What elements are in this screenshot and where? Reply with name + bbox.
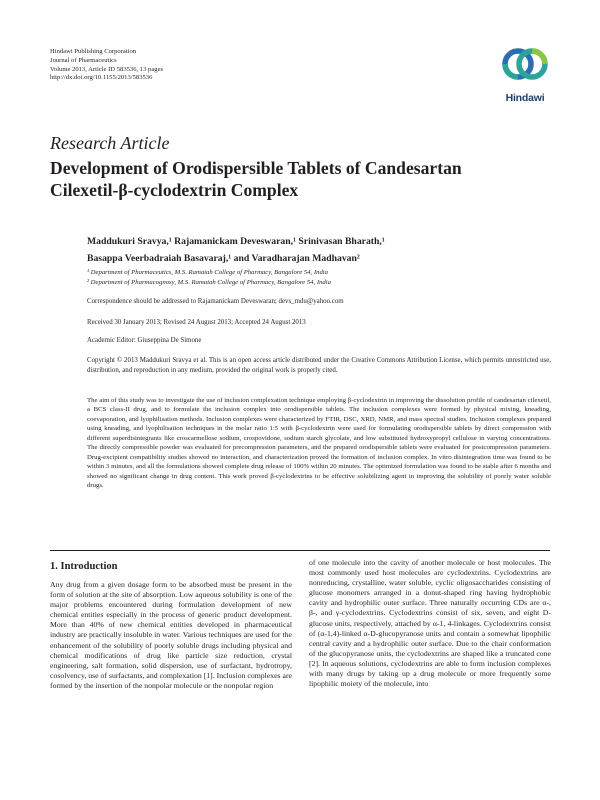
body-column-right: of one molecule into the cavity of another molecule or host molecules. The most commonly used host molecules are cyclodextrins. Cyclodextrins are nonreducing, crystalline, water soluble, cyclic oligosaccharides consisting of glucose monomers arranged in a donut-shaped ring having hydrophobic cavity and hydrophilic outer surface. Three naturally occurring CDs are α-, β-, and γ-cyclodextrins. Cyclodextrins consist of six, seven, and eight D-glucose units, respectively, attached by α-1, 4-linkages. Cyclodextrins consist of (α-1,4)-linked α-D-glucopyranose units and contain a somewhat lipophilic central cavity and a hydrophilic outer surface. Due to the chair conformation of the glucopyranose units, the cyclodextrins are shaped like a truncated cone [2]. In aqueous solutions, cyclodextrins are able to form inclusion complexes with many drugs by taking up a drug molecule or more frequently some lipophilic moiety of the molecule, into — [309, 558, 551, 689]
correspondence: Correspondence should be addressed to Rajamanickam Deveswaran; devs_mdu@yahoo.com — [87, 298, 344, 305]
academic-editor: Academic Editor: Giuseppina De Simone — [87, 337, 202, 344]
authors-line-1: Maddukuri Sravya,¹ Rajamanickam Deveswaran,¹ Srinivasan Bharath,¹ — [87, 236, 385, 247]
doi-link[interactable]: http://dx.doi.org/10.1155/2013/583536 — [50, 74, 153, 82]
article-dates: Received 30 January 2013; Revised 24 August 2013; Accepted 24 August 2013 — [87, 319, 306, 326]
hindawi-logo — [495, 40, 555, 108]
publisher-name: Hindawi Publishing Corporation — [50, 48, 137, 55]
volume-info: Volume 2013, Article ID 583536, 13 pages — [50, 65, 164, 73]
affiliations — [87, 268, 331, 287]
journal-header — [50, 48, 163, 83]
affiliation-1: ¹ Department of Pharmaceutics, M.S. Ramaiah College of Pharmacy, Bangalore 54, India — [87, 269, 328, 276]
journal-name: Journal of Pharmaceutics — [50, 56, 117, 64]
title-line-1: Development of Orodispersible Tablets of Candesartan — [50, 158, 462, 178]
title-line-2: Cilexetil-β-cyclodextrin Complex — [50, 179, 299, 200]
section-heading: 1. Introduction — [50, 561, 118, 572]
affiliation-2: ² Department of Pharmacognosy, M.S. Ramaiah College of Pharmacy, Bangalore 54, India — [87, 278, 331, 286]
paper-title — [50, 158, 560, 201]
authors-line-2: Basappa Veerbadraiah Basavaraj,¹ and Varadharajan Madhavan² — [87, 252, 360, 264]
author-list — [87, 234, 557, 267]
copyright-notice: Copyright © 2013 Maddukuri Sravya et al. This is an open access article distributed under the Creative Commons Attribution License, which permits unrestricted use, distribution, and reproduction in any medium, provided the original work is properly cited. — [87, 357, 551, 374]
hindawi-rings-icon — [495, 40, 555, 90]
body-column-left: Any drug from a given dosage form to be absorbed must be present in the form of solution at the site of absorption. Low aqueous solubility is one of the major problems encountered during formulation development of new chemical entities especially in the process of generic product development. More than 40% of new chemical entities developed in pharmaceutical industry are practically insoluble in water. Various techniques are used for the enhancement of the solubility of poorly soluble drugs including physical and chemical modifications of drug like particle size reduction, crystal engineering, salt formation, solid dispersion, use of surfactant, hydrotropy, cosolvency, use of surfactants, and complexation [1]. Inclusion complexes are formed by the insertion of the nonpolar molecule or the nonpolar region — [50, 580, 292, 690]
section-divider — [50, 550, 550, 551]
abstract: The aim of this study was to investigate the use of inclusion complexation technique employing β-cyclodextrin in improving the dissolution profile of candesartan cilexetil, a BCS class-II drug, and to formulate the inclusion complex into orodispersible tablets. The inclusion complexes were formed by physical mixing, kneading, coevaporation, and lyophilisation methods. Inclusion complexes were characterized by FTIR, DSC, XRD, NMR, and mass spectral studies. Inclusion complexes prepared using kneading, and lyophilisation techniques in the molar ratio 1:5 with β-cyclodextrin were used for formulating orodispersible tablets by direct compression with different superdisintegrants like croscarmellose sodium, crospovidone, sodium starch glycolate, and low substituted hydroxypropyl cellulose in varying concentrations. The directly compressible powder was evaluated for precompression parameters, and the prepared orodispersible tablets were evaluated for postcompression parameters. Drug-excipient compatibility studies showed no interaction, and characterization proved the formation of inclusion complex. In vitro disintegration time was found to be within 3 minutes, and all the formulations showed complete drug release of 100% within 20 minutes. The optimized formulation was found to be stable after 6 months and showed no significant change in drug content. This work proved β-cyclodextrins to be effective solubilizing agent in improving the solubility of poorly water soluble drugs. — [87, 397, 551, 490]
hindawi-wordmark: Hindawi — [505, 92, 545, 104]
article-type: Research Article — [50, 133, 170, 153]
